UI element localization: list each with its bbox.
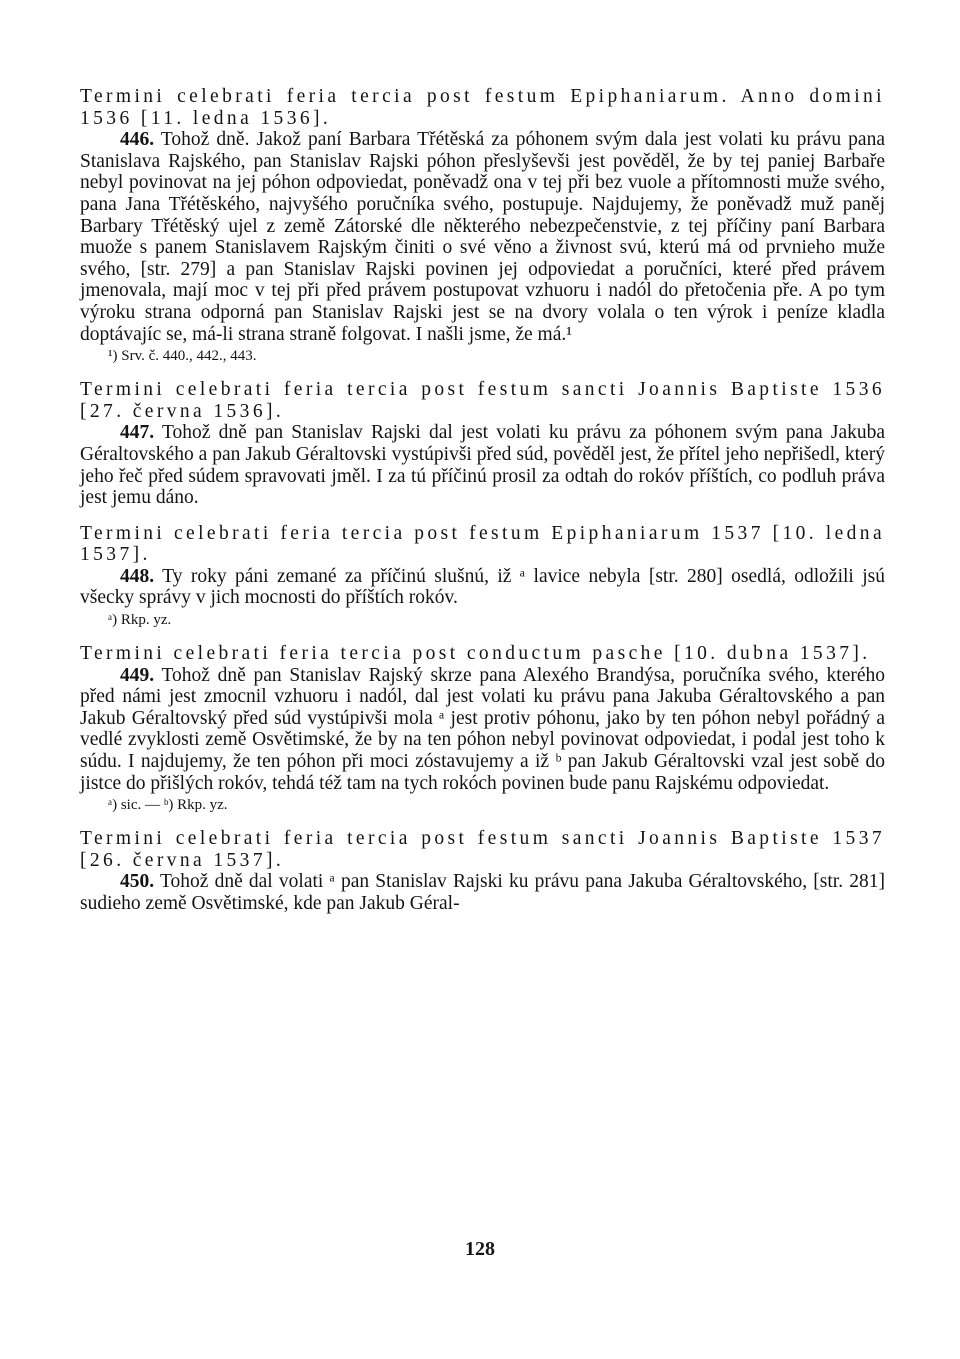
footnote: ¹) Srv. č. 440., 442., 443. (108, 348, 257, 365)
entry-text: Tohož dně pan Stanislav Rajski dal jest volati ku právu za póhonem svým pana Jakuba Géraltovského a pan Jakub Géraltovski vystúpivši před súd, pověděl jest, že přítel jeho nepřišedl, který jeho řeč před súdem spravovati jměl. I za tú příčinú prosil za odtah do rokóv příštích, co podluh práva jest jemu dáno. (80, 422, 885, 509)
entry-paragraph (80, 566, 885, 609)
entry-text: Tohož dně dal volati ᵃ pan Stanislav Rajski ku právu pana Jakuba Géraltovského, [str. 281] sudieho země Osvětimské, kde pan Jakub Géral- (80, 871, 885, 914)
section-heading: Termini celebrati feria tercia post festum Epiphaniarum. Anno domini 1536 [11. ledna 1536]. (80, 86, 885, 129)
page-number: 128 (465, 1238, 495, 1260)
section-heading: Termini celebrati feria tercia post festum sancti Joannis Baptiste 1537 [26. června 1537]. (80, 828, 885, 871)
entry-text: Tohož dně. Jakož paní Barbara Třétěská za póhonem svým dala jest volati ku právu pana Stanislava Rajského, pan Stanislav Rajski póhon přeslyševši jest pověděl, že by tej paniej Barbaře nebyl povinovat na jej póhon odpoviedat, poněvadž ona v tej při bez vuole a přítomnosti muže svého, pana Jana Třétěského, najvyšého poručníka svého, postupuje. Najdujemy, že poněvadž muž paněj Barbary Třétěský ujel z země Zátorské dle některého nebezpečenstvie, z tej příčiny paní Barbara muože s panem Stanislavem Rajským činiti o své věno a živnost svú, kterú má od prvnieho muže svého, [str. 279] a pan Stanislav Rajski povinen jej odpoviedat a poručníci, které před právem jmenovala, mají moc v tej při před právem postupovat vzhuoru i nadól do přetočenia pře. A po tym výroku strana odporná pan Stanislav Rajski jest se na dvory volala o ten výrok i peníze kladla doptávajíc se, má-li strana straně folgovat. I našli jsme, že má.¹ (80, 129, 885, 345)
footnote: ᵃ) Rkp. yz. (108, 612, 172, 629)
section-heading: Termini celebrati feria tercia post festum Epiphaniarum 1537 [10. ledna 1537]. (80, 522, 885, 566)
section-heading: Termini celebrati feria tercia post festum sancti Joannis Baptiste 1536 [27. června 1536]. (80, 379, 885, 422)
entry-number: 448. (120, 565, 155, 587)
entry-number: 447. (120, 422, 155, 444)
entry-text: Ty roky páni zemané za příčinú slušnú, iž ᵃ lavice nebyla [str. 280] osedlá, odložili jsú všecky správy v jich mocnosti do příštích rokóv. (80, 565, 885, 609)
footnote: ᵃ) sic. — ᵇ) Rkp. yz. (108, 797, 228, 814)
entry-paragraph (80, 665, 885, 795)
entry-number: 449. (120, 664, 155, 686)
entry-paragraph (80, 871, 885, 914)
entry-paragraph (80, 422, 885, 508)
entry-number: 450. (120, 871, 155, 893)
entry-text: Tohož dně pan Stanislav Rajský skrze pana Alexého Brandýsa, poručníka svého, kterého před námi jest zmocnil vzhuoru i nadól, dal jest volati ku právu pana Jakuba Géraltovského a pan Jakub Géraltovský před súd vystúpivši mola ᵃ jest protiv póhonu, jako by ten póhon nebyl pořádný a vedlé zvyklosti země Osvětimské, že by na ten póhon nebyl povinovat odpoviedat, i podal jest toho k súdu. I najdujemy, že ten póhon při moci zóstavujemy a iž ᵇ pan Jakub Géraltovski vzal jest sobě do jistce do přišlých rokóv, tehdá též tam na tych rokóch povinen bude panu Rajskému odpoviedat. (80, 664, 885, 794)
entry-number: 446. (120, 129, 155, 151)
entry-paragraph (80, 129, 885, 345)
document-page (80, 86, 885, 915)
section-heading: Termini celebrati feria tercia post conductum pasche [10. dubna 1537]. (80, 643, 871, 665)
